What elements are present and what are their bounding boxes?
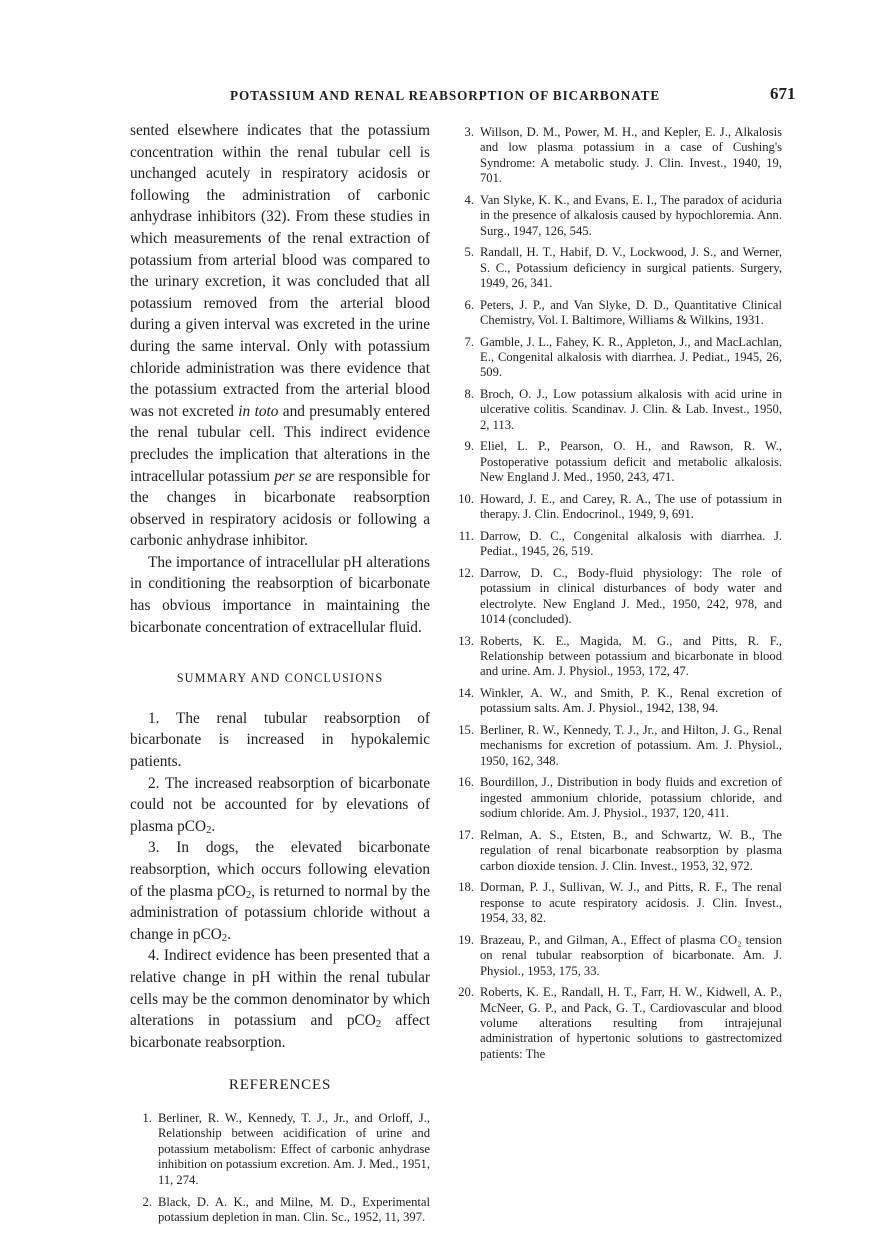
- reference-item: 14. Winkler, A. W., and Smith, P. K., Renal excretion of potassium salts. Am. J. Physiol., 1942, 138, 94.: [458, 686, 782, 716]
- reference-item: 3. Willson, D. M., Power, M. H., and Kepler, E. J., Alkalosis and low plasma potassium in a case of Cushing's Syndrome: A metabolic study. J. Clin. Invest., 1940, 19, 701.: [464, 125, 782, 186]
- summary-item-2: 2. The increased reabsorption of bicarbonate could not be accounted for by elevations of plasma pCO$_2$.: [130, 774, 430, 836]
- reference-item: 15. Berliner, R. W., Kennedy, T. J., Jr., and Hilton, J. G., Renal mechanisms for excretion of potassium. Am. J. Physiol., 1950, 162, 348.: [458, 723, 782, 768]
- summary-item-4: 4. Indirect evidence has been presented that a relative change in pH within the renal tubular cells may be the common denominator by which alterations in potassium and pCO$_2$ affect bicarbonate reabsorption.: [130, 947, 430, 1051]
- reference-item: 11. Darrow, D. C., Congenital alkalosis with diarrhea. J. Pediat., 1945, 26, 519.: [458, 528, 782, 559]
- reference-item: 8. Broch, O. J., Low potassium alkalosis with acid urine in ulcerative colitis. Scandinav. J. Clin. & Lab. Invest., 1950, 2, 113.: [464, 387, 782, 432]
- reference-item: 10. Howard, J. E., and Carey, R. A., The use of potassium in therapy. J. Clin. Endocrinol., 1949, 9, 691.: [458, 491, 782, 522]
- reference-item: 6. Peters, J. P., and Van Slyke, D. D., Quantitative Clinical Chemistry, Vol. I. Baltimore, Williams & Wilkins, 1931.: [464, 297, 782, 328]
- running-title: POTASSIUM AND RENAL REABSORPTION OF BICARBONATE: [230, 88, 661, 103]
- body-paragraph-2: The importance of intracellular pH alterations in conditioning the reabsorption of bicarbonate has obvious importance in maintaining the bicarbonate concentration of extracellular fluid.: [130, 553, 430, 636]
- page-number: 671: [770, 84, 796, 103]
- reference-item: 5. Randall, H. T., Habif, D. V., Lockwood, J. S., and Werner, S. C., Potassium deficiency in surgical patients. Surgery, 1949, 26, 341.: [464, 245, 782, 291]
- reference-item: 16. Bourdillon, J., Distribution in body fluids and excretion of ingested ammonium chloride, potassium chloride, and sodium chloride. Am. J. Physiol., 1937, 120, 411.: [458, 775, 782, 821]
- references-heading: REFERENCES: [228, 1077, 332, 1094]
- left-column: [130, 120, 430, 1233]
- reference-item: 9. Eliel, L. P., Pearson, O. H., and Rawson, R. W., Postoperative potassium deficit and metabolic alkalosis. New England J. Med., 1950, 243, 471.: [464, 439, 782, 485]
- right-column: [452, 125, 782, 1068]
- reference-item: 19. Brazeau, P., and Gilman, A., Effect of plasma CO₂ tension on renal tubular reabsorption of bicarbonate. Am. J. Physiol., 1953, 175, 33.: [458, 932, 782, 978]
- summary-item-1: 1. The renal tubular reabsorption of bicarbonate is increased in hypokalemic patients.: [130, 709, 430, 771]
- summary-heading: SUMMARY AND CONCLUSIONS: [176, 671, 384, 686]
- reference-item: 13. Roberts, K. E., Magida, M. G., and Pitts, R. F., Relationship between potassium and bicarbonate in blood and urine. Am. J. Physiol., 1953, 172, 47.: [458, 633, 782, 679]
- reference-item: 20. Roberts, K. E., Randall, H. T., Farr, H. W., Kidwell, A. P., McNeer, G. P., and Pack, G. T., Cardiovascular and blood volume alterations resulting from intrajejunal administration of hypertonic solutions to gastrectomized patients: The: [458, 985, 782, 1061]
- reference-item: 18. Dorman, P. J., Sullivan, W. J., and Pitts, R. F., The renal response to acute respiratory acidosis. J. Clin. Invest., 1954, 33, 82.: [458, 880, 782, 926]
- reference-item: 2. Black, D. A. K., and Milne, M. D., Experimental potassium depletion in man. Clin. Sc., 1952, 11, 397.: [142, 1194, 430, 1225]
- body-paragraph-1: sented elsewhere indicates that the potassium concentration within the renal tubular cell is unchanged acutely in respiratory acidosis or following the administration of carbonic anhydrase inhibitors (32). From these studies in which measurements of the renal extraction of potassium from arterial blood was compared to the urinary excretion, it was concluded that all potassium removed from the arterial blood during a given interval was excreted in the urine during the same interval. Only with potassium chloride administration was there evidence that the potassium extracted from the arterial blood was not excreted in toto and presumably entered the renal tubular cell. This indirect evidence precludes the implication that alterations in the intracellular potassium per se are responsible for the changes in bicarbonate reabsorption observed in respiratory acidosis or following a carbonic anhydrase inhibitor.: [130, 122, 431, 550]
- reference-item: 7. Gamble, J. L., Fahey, K. R., Appleton, J., and MacLachlan, E., Congenital alkalosis with diarrhea. J. Pediat., 1945, 26, 509.: [464, 334, 782, 380]
- reference-item: 1. Berliner, R. W., Kennedy, T. J., Jr., and Orloff, J., Relationship between acidification of urine and potassium metabolism: Effect of carbonic anhydrase inhibition on potassium excretion. Am. J. Med., 1951, 11, 274.: [142, 1110, 430, 1187]
- summary-item-3: 3. In dogs, the elevated bicarbonate reabsorption, which occurs following elevation of the plasma pCO$_2$, is returned to normal by the administration of potassium chloride without a change in pCO$_2$.: [130, 839, 430, 944]
- reference-item: 4. Van Slyke, K. K., and Evans, E. I., The paradox of aciduria in the presence of alkalosis caused by hypochloremia. Ann. Surg., 1947, 126, 545.: [464, 192, 782, 238]
- reference-item: 12. Darrow, D. C., Body-fluid physiology: The role of potassium in clinical disturbances of body water and electrolyte. New England J. Med., 1950, 242, 978, and 1014 (concluded).: [458, 565, 782, 627]
- reference-item: 17. Relman, A. S., Etsten, B., and Schwartz, W. B., The regulation of renal bicarbonate reabsorption by plasma carbon dioxide tension. J. Clin. Invest., 1953, 32, 972.: [458, 827, 782, 873]
